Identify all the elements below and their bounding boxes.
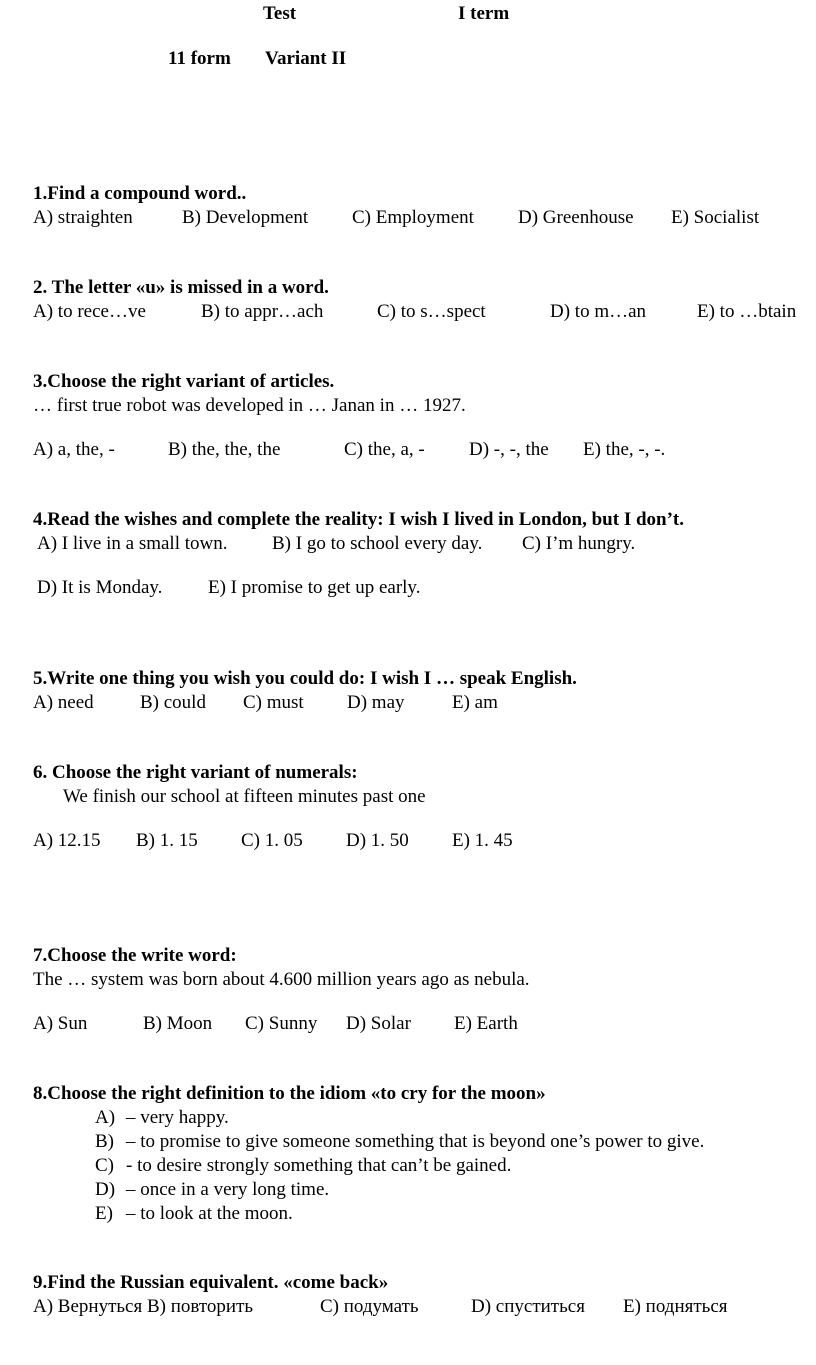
q2-option-d: D) to m…an xyxy=(550,301,647,322)
q8-option-c-text: - to desire strongly something that can’t be gained. xyxy=(126,1155,512,1176)
q5-option-d: D) may xyxy=(347,692,405,713)
q5-option-b: B) could xyxy=(140,692,206,713)
q3-option-e: E) the, -, -. xyxy=(583,439,666,460)
question-4-title: 4.Read the wishes and complete the reality: I wish I lived in London, but I don’t. xyxy=(33,509,685,530)
question-6-title: 6. Choose the right variant of numerals: xyxy=(33,762,358,783)
q6-option-c: C) 1. 05 xyxy=(241,830,303,851)
question-2-title: 2. The letter «u» is missed in a word. xyxy=(33,277,329,298)
q1-option-d: D) Greenhouse xyxy=(518,207,634,228)
q6-option-e: E) 1. 45 xyxy=(452,830,513,851)
question-8-title: 8.Choose the right definition to the idiom «to cry for the moon» xyxy=(33,1083,546,1104)
q8-option-e-letter: E) xyxy=(95,1203,113,1224)
q6-sentence: We finish our school at fifteen minutes past one xyxy=(63,786,426,807)
q8-option-b-letter: B) xyxy=(95,1131,114,1152)
question-3-title: 3.Choose the right variant of articles. xyxy=(33,371,335,392)
q7-option-b: B) Moon xyxy=(143,1013,213,1034)
q1-option-a: A) straighten xyxy=(33,207,133,228)
q3-option-a: A) a, the, - xyxy=(33,439,115,460)
q8-option-a-text: – very happy. xyxy=(126,1107,229,1128)
test-label: Test xyxy=(263,3,297,24)
q7-option-c: C) Sunny xyxy=(245,1013,318,1034)
q3-sentence: … first true robot was developed in … Janan in … 1927. xyxy=(33,395,466,416)
q9-option-a-b: A) Вернуться В) повторить xyxy=(33,1296,254,1317)
q8-option-d-letter: D) xyxy=(95,1179,116,1200)
q1-option-b: B) Development xyxy=(182,207,309,228)
q9-option-c: С) подумать xyxy=(320,1296,419,1317)
q8-option-b-text: – to promise to give someone something that is beyond one’s power to give. xyxy=(126,1131,705,1152)
q9-option-d: D) спуститься xyxy=(471,1296,585,1317)
term-label: I term xyxy=(458,3,510,24)
q8-option-e-text: – to look at the moon. xyxy=(126,1203,293,1224)
q7-option-a: A) Sun xyxy=(33,1013,88,1034)
q8-option-a-letter: A) xyxy=(95,1107,116,1128)
q7-option-e: E) Earth xyxy=(454,1013,518,1034)
q1-option-c: C) Employment xyxy=(352,207,474,228)
q2-option-c: C) to s…spect xyxy=(377,301,486,322)
q6-option-b: B) 1. 15 xyxy=(136,830,198,851)
q5-option-a: A) need xyxy=(33,692,94,713)
q6-option-a: A) 12.15 xyxy=(33,830,101,851)
question-5-title: 5.Write one thing you wish you could do: I wish I … speak English. xyxy=(33,668,577,689)
q2-option-b: B) to appr…ach xyxy=(201,301,324,322)
q2-option-a: A) to rece…ve xyxy=(33,301,146,322)
q8-option-c-letter: C) xyxy=(95,1155,114,1176)
q8-option-d-text: – once in a very long time. xyxy=(126,1179,330,1200)
q2-option-e: E) to …btain xyxy=(697,301,797,322)
q3-option-d: D) -, -, the xyxy=(469,439,549,460)
form-label: 11 form xyxy=(168,48,231,69)
q4-option-c: C) I’m hungry. xyxy=(522,533,636,554)
q3-option-b: B) the, the, the xyxy=(168,439,281,460)
q3-option-c: C) the, a, - xyxy=(344,439,425,460)
q4-option-d: D) It is Monday. xyxy=(37,577,163,598)
q5-option-e: E) am xyxy=(452,692,498,713)
q5-option-c: C) must xyxy=(243,692,304,713)
q4-option-b: B) I go to school every day. xyxy=(272,533,483,554)
q1-option-e: E) Socialist xyxy=(671,207,760,228)
q6-option-d: D) 1. 50 xyxy=(346,830,409,851)
question-1-title: 1.Find a compound word.. xyxy=(33,183,247,204)
q9-option-e: Е) подняться xyxy=(623,1296,728,1317)
question-7-title: 7.Choose the write word: xyxy=(33,945,237,966)
q4-option-a: A) I live in a small town. xyxy=(37,533,228,554)
q4-option-e: E) I promise to get up early. xyxy=(208,577,421,598)
question-9-title: 9.Find the Russian equivalent. «come back» xyxy=(33,1272,389,1293)
variant-label: Variant II xyxy=(265,48,347,69)
q7-option-d: D) Solar xyxy=(346,1013,411,1034)
q7-sentence: The … system was born about 4.600 million years ago as nebula. xyxy=(33,969,530,990)
